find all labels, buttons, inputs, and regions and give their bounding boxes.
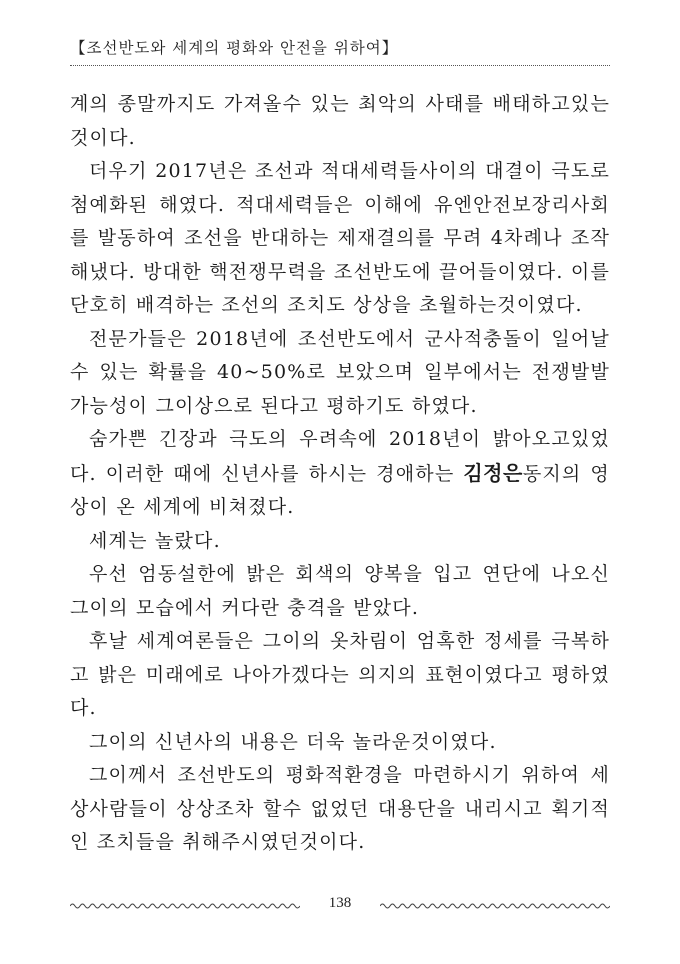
paragraph-3: 전문가들은 2018년에 조선반도에서 군사적충돌이 일어날수 있는 확률을 40~50%로 보았으며 일부에서는 전쟁발발가능성이 그이상으로 된다고 평하기도 하였다. [70, 327, 610, 417]
footer-wave-ornament-right [380, 901, 610, 911]
paragraph-7: 후날 세계여론들은 그이의 옷차림이 엄혹한 정세를 극복하고 밝은 미래에로 나아가겠다는 의지의 표현이였다고 평하였다. [70, 630, 610, 719]
paragraph-8: 그이의 신년사의 내용은 더욱 놀라운것이였다. [89, 730, 497, 753]
paragraph-1: 계의 종말까지도 가져올수 있는 최악의 사태를 배태하고있는것이다. [70, 93, 610, 149]
paragraph-4-text-before: 숨가쁜 긴장과 극도의 우려속에 2018년이 밝아오고있었다. 이러한 때에 신년사를 하시는 경애하는 [70, 428, 610, 485]
header-dotted-rule [70, 65, 610, 66]
leader-name: 김정은 [463, 460, 523, 485]
paragraph-2: 더우기 2017년은 조선과 적대세력들사이의 대결이 극도로 첨예화된 해였다. 적대세력들은 이해에 유엔안전보장리사회를 발동하여 조선을 반대하는 제재결의를 무려 4차례나 조작해냈다. 방대한 핵전쟁무력을 조선반도에 끌어들이였다. 이를 단호히 배격하는 조선의 조치도 상상을 초월하는것이였다. [70, 160, 610, 316]
page-footer [70, 895, 610, 917]
paragraph-9: 그이께서 조선반도의 평화적환경을 마련하시기 위하여 세상사람들이 상상조차 할수 없었던 대용단을 내리시고 획기적인 조치들을 취해주시였던것이다. [70, 764, 610, 853]
running-header [70, 36, 610, 66]
paragraph-6: 우선 엄동설한에 밝은 회색의 양복을 입고 연단에 나오신 그이의 모습에서 커다란 충격을 받았다. [70, 563, 610, 619]
paragraph-4-text-after: 동지의 영상이 온 세계에 비쳐졌다. [70, 462, 610, 518]
paragraph-5: 세계는 놀랐다. [89, 529, 221, 552]
body-text [70, 88, 610, 860]
running-header-title: 【조선반도와 세계의 평화와 안전을 위하여】 [70, 39, 399, 57]
paragraph-4 [70, 423, 610, 525]
page-number: 138 [328, 895, 352, 911]
